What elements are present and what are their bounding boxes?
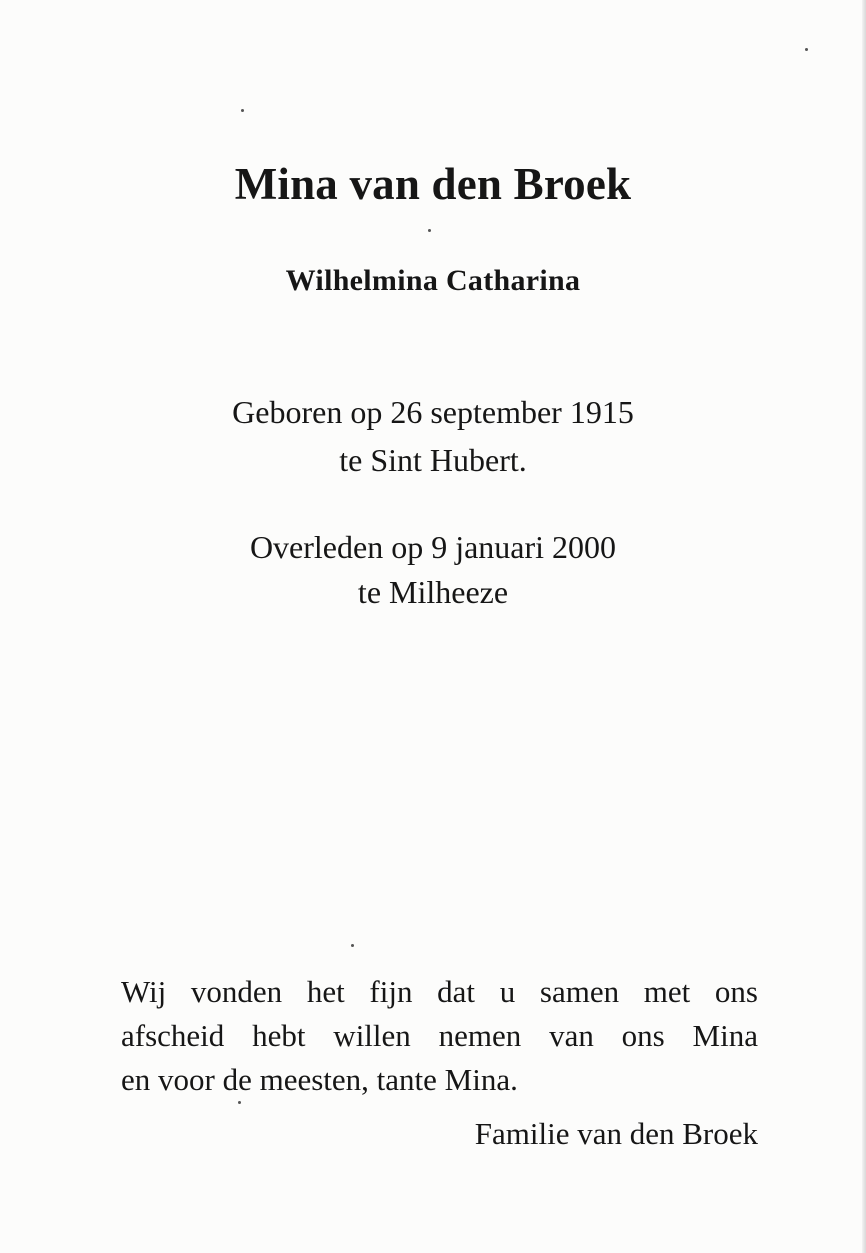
given-names: Wilhelmina Catharina bbox=[285, 264, 581, 297]
death-place-line: te Milheeze bbox=[357, 574, 509, 610]
print-speck bbox=[805, 48, 808, 51]
family-signature: Familie van den Broek bbox=[474, 1116, 758, 1151]
print-speck bbox=[351, 944, 354, 947]
print-speck bbox=[428, 229, 431, 232]
deceased-name: Mina van den Broek bbox=[234, 159, 632, 209]
birth-date-line: Geboren op 26 september 1915 bbox=[232, 394, 634, 430]
message-line: Wij vonden het fijn dat u samen met ons bbox=[121, 974, 758, 1009]
thank-you-message bbox=[121, 970, 758, 1102]
birth-place-line: te Sint Hubert. bbox=[339, 442, 527, 478]
death-date-line: Overleden op 9 januari 2000 bbox=[249, 529, 617, 565]
message-line: en voor de meesten, tante Mina. bbox=[121, 1062, 518, 1097]
message-line: afscheid hebt willen nemen van ons Mina bbox=[121, 1018, 758, 1053]
print-speck bbox=[241, 109, 244, 112]
